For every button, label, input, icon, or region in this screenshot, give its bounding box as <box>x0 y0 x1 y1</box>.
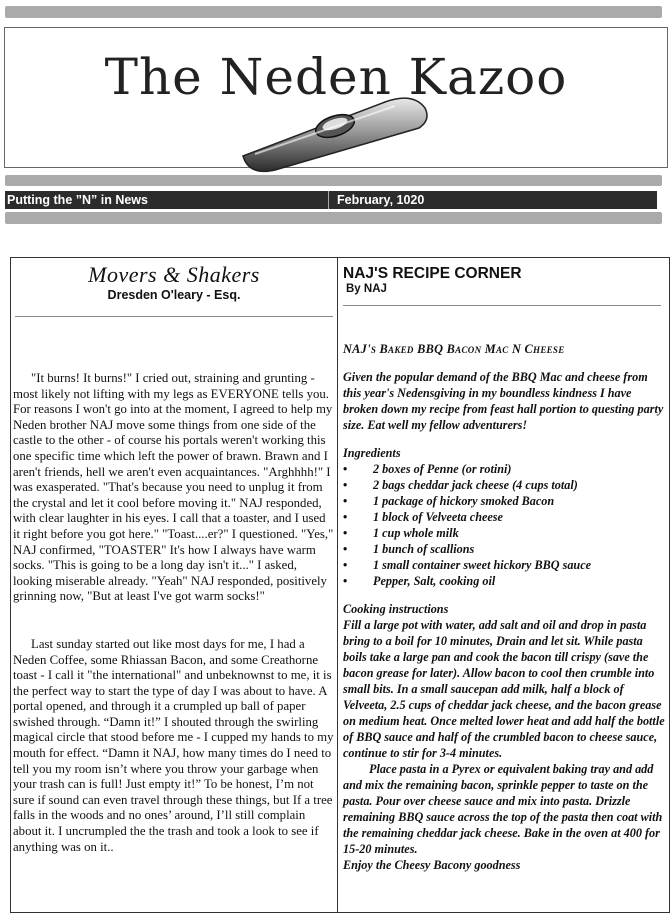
recipe-column <box>343 258 669 873</box>
ingredient-item: • Pepper, Salt, cooking oil <box>343 573 669 589</box>
recipe-byline: By NAJ <box>346 283 387 295</box>
lower-gray-band <box>5 212 662 224</box>
story-text <box>13 371 335 855</box>
ingredient-item: • 1 bunch of scallions <box>343 541 669 557</box>
articles-frame <box>10 257 670 913</box>
ingredient-item: • 2 bags cheddar jack cheese (4 cups total) <box>343 477 669 493</box>
issue-date: February, 1020 <box>337 193 425 207</box>
ingredients-heading: Ingredients <box>343 446 401 460</box>
ingredients-list <box>343 461 669 589</box>
column-divider <box>337 258 338 912</box>
kazoo-illustration <box>235 84 435 174</box>
recipe-title-rule <box>343 305 661 306</box>
mid-gray-band <box>5 175 662 186</box>
instructions-heading: Cooking instructions <box>343 602 449 616</box>
newspaper-title: The Neden Kazoo <box>104 48 568 106</box>
recipe-closing: Enjoy the Cheesy Bacony goodness <box>343 858 521 872</box>
tagline-slogan: Putting the ”N” in News <box>5 191 329 209</box>
recipe-column-title: NAJ'S RECIPE CORNER <box>343 265 522 282</box>
dish-name: NAJ's Baked BBQ Bacon Mac N Cheese <box>343 342 565 356</box>
top-gray-band <box>5 6 662 18</box>
instructions-part-2: Place pasta in a Pyrex or equivalent baking tray and add and mix the remaining bacon, sprinkle pepper to taste on the pasta. Pour over cheese sauce and mix into pasta. Drizzle remaining BBQ sauce across the top of the pasta then coat with the remaining cheddar jack cheese. Bake in the oven at 400 for 15-20 minutes. <box>343 762 663 856</box>
ingredient-item: • 1 block of Velveeta cheese <box>343 509 669 525</box>
column-title: Movers & Shakers <box>88 262 260 287</box>
title-rule <box>15 316 333 317</box>
ingredient-item: • 1 package of hickory smoked Bacon <box>343 493 669 509</box>
recipe-body <box>343 341 669 873</box>
ingredient-item: • 2 boxes of Penne (or rotini) <box>343 461 669 477</box>
column-author: Dresden O'leary - Esq. <box>107 288 241 302</box>
ingredient-item: • 1 cup whole milk <box>343 525 669 541</box>
story-paragraph: "It burns! It burns!" I cried out, straining and grunting - most likely not lifting with my legs as EVERYONE tells you. For reasons I won't go into at the moment, I agreed to help my Neden brother NAJ move some things from one side of the castle to the other - of course his portals weren't working this one specific time which left the power of brawn. Brawn and I aren't friends, hell we aren't even acquaintances. "Arghhhh!" I was exasperated. "That's because you need to unplug it from the crystal and let it cool before moving it." NAJ responded, with clear laughter in his eyes. I call that a toaster, and I used it right before you got here." "Toast....er?" I questioned. "Yes," NAJ confirmed, "TOASTER" It's how I always have warm socks. "This is going to be a long day isn't it..." I asked, looking miserable already. "Yeah" NAJ responded, positively grinning now, "But at least I've got warm socks!" <box>13 371 334 604</box>
tagline-bar <box>5 191 657 209</box>
movers-shakers-column <box>11 258 337 855</box>
ingredient-item: • 1 small container sweet hickory BBQ sauce <box>343 557 669 573</box>
story-paragraph: Last sunday started out like most days for me, I had a Neden Coffee, some Rhiassan Bacon, and some Creathorne toast - I call it "the international" and unbeknownst to me, it is the perfect way to start the type of day I was about to have. A portal opened, and through it a crumpled up ball of paper swished through. “Damn it!” I shouted through the swirling magical circle that stood before me - I cupped my hands to my mouth for effect. “Damn it NAJ, how many times do I need to tell you my room isn’t where you throw your garbage when your trash can is full! Just empty it!” To be honest, I’m not sure if sound can even travel through these things, but If a tree falls in the woods and no ones’ around, I’ll still complain about it. I uncrumpled the the trash and took a look to see if anything was on it.. <box>13 636 334 854</box>
masthead <box>4 27 668 168</box>
instructions-part-1: Fill a large pot with water, add salt and oil and drop in pasta bring to a boil for 10 minutes, Drain and let sit. While pasta boils take a large pan and cook the bacon till crispy (save the bacon grease for later). Allow bacon to cool then crumble into small bits. In a small saucepan add milk, half a block of Velveeta, 2.5 cups of cheddar jack cheese, and the bacon grease on medium heat. Once melted lower heat and add half the bottle of BBQ sauce and half of the crumbled bacon to cheese sauce, continue to stir for 3-4 minutes. <box>343 618 665 760</box>
recipe-intro: Given the popular demand of the BBQ Mac and cheese from this year's Nedensgiving in my boundless kindness I have broken down my recipe from feast hall portion to questing party size. Eat well my fellow adventurers! <box>343 370 664 432</box>
